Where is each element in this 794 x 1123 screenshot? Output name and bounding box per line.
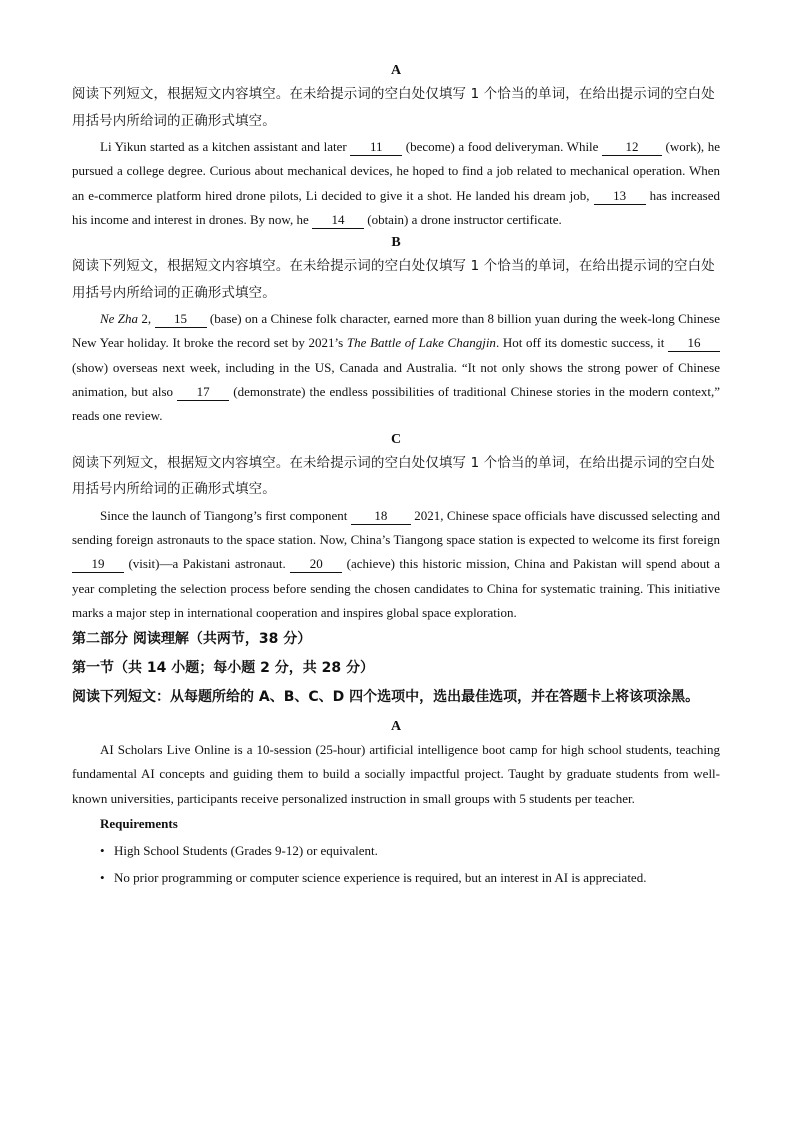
blank-20[interactable]: 20 [290,556,342,573]
passage-text-segment: (become) a food deliveryman. While [402,139,602,154]
passage-c-text [72,504,720,625]
blank-17[interactable]: 17 [177,384,229,401]
section-heading-a: A [390,63,402,78]
requirement-text: No prior programming or computer science experience is required, but an interest in AI is appreciated. [114,870,647,886]
part-instruction: 阅读下列短文：从每题所给的 A、B、C、D 四个选项中，选出最佳选项，并在答题卡上将该项涂黑。 [72,689,700,706]
instruction-text: 阅读下列短文，根据短文内容填空。在未给提示词的空白处仅填写 1 个恰当的单词，在给出提示词的空白处用括号内所给词的正确形式填空。 [72,259,715,301]
part-title: 第二部分 阅读理解（共两节，38 分） [72,631,312,648]
blank-13[interactable]: 13 [594,188,646,205]
requirement-text: High School Students (Grades 9-12) or equivalent. [114,843,378,859]
passage-text-segment: (visit)—a Pakistani astronaut. [124,556,291,572]
blank-15[interactable]: 15 [155,311,207,328]
bullet-icon: • [100,870,105,886]
movie-title: Ne Zha [100,311,139,327]
passage-a-text [72,135,720,232]
passage-b-text [72,307,720,428]
passage-text-segment: (show) overseas next week, including in the US, Canada and Australia. “It not only shows the strong power of Chinese animation, but also [72,359,720,400]
passage-text-segment: Li Yikun started as a kitchen assistant and later [100,139,351,154]
blank-14[interactable]: 14 [312,212,364,229]
blank-12[interactable]: 12 [602,139,662,156]
blank-19[interactable]: 19 [72,556,124,573]
section-heading-b: B [391,235,401,251]
passage-text-segment: has increased his income and interest in drones. By now, he [72,187,720,227]
passage-text-segment: 2021, Chinese space officials have discussed selecting and sending foreign astronauts to the space station. Now, China’s Tiangong space station is expected to welcome its first foreign [72,507,720,547]
blank-11[interactable]: 11 [350,139,402,156]
movie-title: The Battle of Lake Changjin [346,335,496,351]
passage-text-segment: (demonstrate) the endless possibilities of traditional Chinese stories in the modern context,” reads one review. [72,384,720,424]
requirement-item [100,837,720,864]
blank-18[interactable]: 18 [351,508,411,525]
passage-text-segment: Since the launch of Tiangong’s first component [100,507,351,523]
requirements-title: Requirements [100,816,178,832]
passage-text-segment: (obtain) a drone instructor certificate. [363,211,562,227]
instruction-text: 阅读下列短文，根据短文内容填空。在未给提示词的空白处仅填写 1 个恰当的单词，在给出提示词的空白处用括号内所给词的正确形式填空。 [72,87,715,129]
passage-text-segment: 2, [138,311,155,327]
passage-text-segment: . Hot off its domestic success, it [495,335,669,351]
blank-16[interactable]: 16 [668,335,720,352]
instruction-text: 阅读下列短文，根据短文内容填空。在未给提示词的空白处仅填写 1 个恰当的单词，在给出提示词的空白处用括号内所给词的正确形式填空。 [72,455,715,498]
section-title: 第一节（共 14 小题；每小题 2 分，共 28 分） [72,660,374,677]
passage-text-segment: (achieve) this historic mission, China and Pakistan will spend about a year completing the selection process before sending the chosen candidates to China for systematic training. This initiative marks a major step in international cooperation and inspires global space exploration. [72,556,721,620]
reading-a-intro: AI Scholars Live Online is a 10-session (25-hour) artificial intelligence boot camp for high school students, teaching fundamental AI concepts and guiding them to build a socially impactful project. Taught by graduate students from well-known universities, participants receive personalized instruction in small groups with 5 students per teacher. [72,742,720,806]
bullet-icon: • [100,843,105,859]
section-heading-c: C [390,431,402,447]
passage-text-segment: (base) on a Chinese folk character, earned more than 8 billion yuan during the week-long Chinese New Year holiday. It broke the record set by 2021’s [72,311,721,351]
passage-text-segment: (work), he pursued a college degree. Curious about mechanical devices, he hoped to find a job related to mechanical operation. When an e-commerce platform hired drone pilots, Li decided to give it a shot. He landed his dream job, [72,139,720,203]
requirement-item [100,864,720,891]
exam-page [72,60,720,891]
reading-heading-a: A [390,719,402,735]
